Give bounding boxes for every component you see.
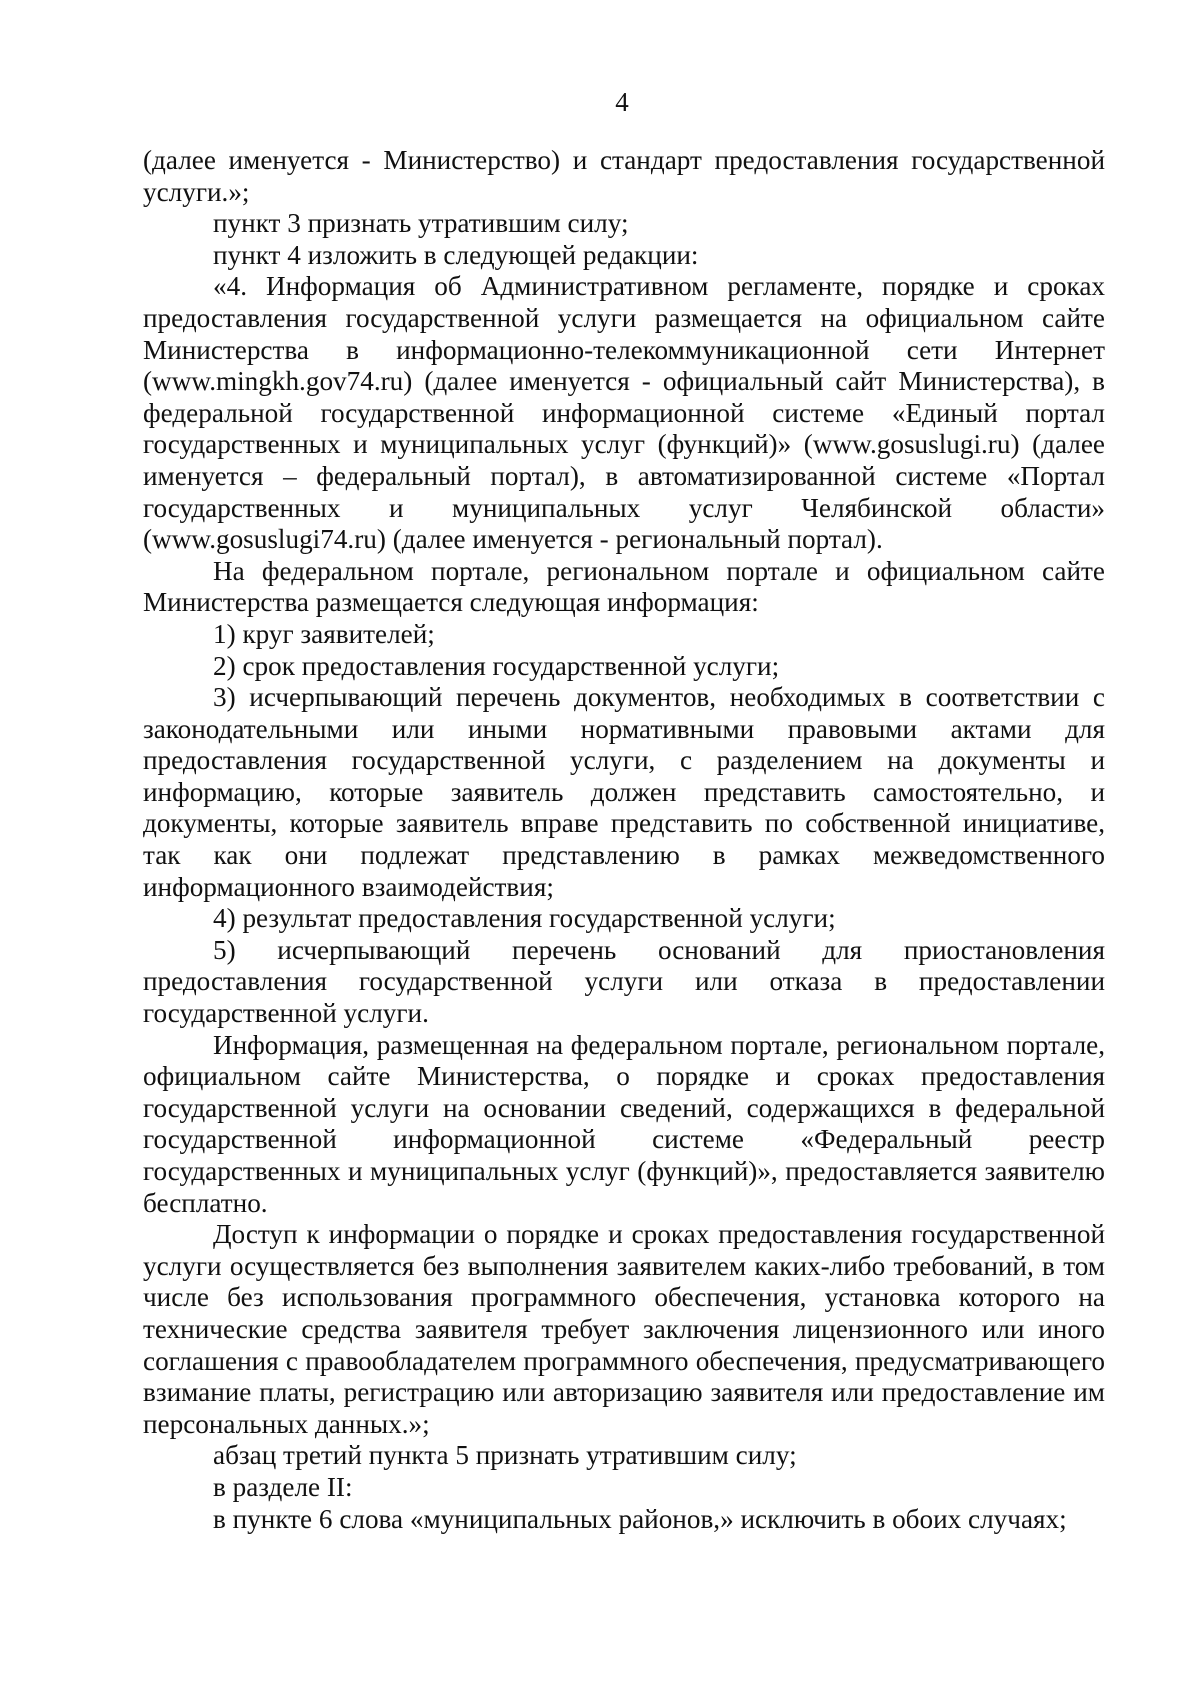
paragraph-free-info: Информация, размещенная на федеральном портале, региональном портале, официальном сайте Министерства, о порядке и сроках предоставления государственной услуги на основании сведений, содержащихся в федеральной государственной информационной системе «Федеральный реестр государственных и муниципальных услуг (функций)», предоставляется заявителю бесплатно.: [143, 1029, 1105, 1218]
list-item-2: 2) срок предоставления государственной услуги;: [213, 650, 780, 681]
paragraph-item-6: в пункте 6 слова «муниципальных районов,» исключить в обоих случаях;: [213, 1503, 1067, 1534]
paragraph-continuation: (далее именуется - Министерство) и стандарт предоставления государственной услуги.»;: [143, 145, 1105, 207]
list-item-4: 4) результат предоставления государственной услуги;: [213, 903, 836, 934]
list-item-1: 1) круг заявителей;: [213, 618, 435, 649]
list-item-5: 5) исчерпывающий перечень оснований для приостановления предоставления государственной услуги или отказа в предоставлении государственной услуги.: [143, 934, 1105, 1029]
paragraph-item-5: абзац третий пункта 5 признать утратившим силу;: [213, 1440, 797, 1471]
paragraph-access: Доступ к информации о порядке и сроках предоставления государственной услуги осуществляется без выполнения заявителем каких-либо требований, в том числе без использования программного обеспечения, установка которого на технические средства заявителя требует заключения лицензионного или иного соглашения с правообладателем программного обеспечения, предусматривающего взимание платы, регистрацию или авторизацию заявителя или предоставление им персональных данных.»;: [143, 1219, 1105, 1439]
paragraph-item-4-intro: пункт 4 изложить в следующей редакции:: [213, 239, 699, 270]
document-body: [143, 145, 1105, 1535]
list-item-3: 3) исчерпывающий перечень документов, необходимых в соответствии с законодательными или иными нормативными правовыми актами для предоставления государственной услуги, с разделением на документы и информацию, которые заявитель должен представить самостоятельно, и документы, которые заявитель вправе представить по собственной инициативе, так как они подлежат представлению в рамках межведомственного информационного взаимодействия;: [143, 682, 1105, 902]
paragraph-item-3: пункт 3 признать утратившим силу;: [213, 208, 629, 239]
paragraph-info-list-intro: На федеральном портале, региональном портале и официальном сайте Министерства размещается следующая информация:: [143, 555, 1105, 618]
page-number: 4: [615, 87, 629, 117]
paragraph-item-4-text: «4. Информация об Административном регламенте, порядке и сроках предоставления государственной услуги размещается на официальном сайте Министерства в информационно-телекоммуникационной сети Интернет (www.mingkh.gov74.ru) (далее именуется - официальный сайт Министерства), в федеральной государственной информационной системе «Единый портал государственных и муниципальных услуг (функций)» (www.gosuslugi.ru) (далее именуется – федеральный портал), в автоматизированной системе «Портал государственных и муниципальных услуг Челябинской области» (www.gosuslugi74.ru) (далее именуется - региональный портал).: [143, 271, 1105, 555]
paragraph-section-2: в разделе II:: [213, 1471, 353, 1502]
